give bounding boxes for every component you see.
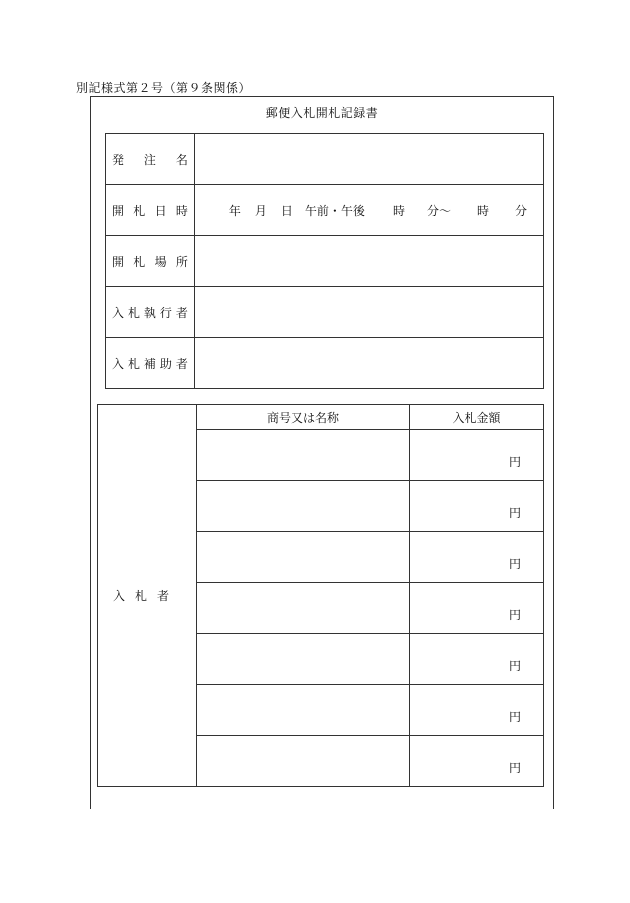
form-reference: 別記様式第２号（第９条関係） — [76, 81, 252, 95]
label-char: 名 — [175, 152, 188, 167]
yen-unit: 円 — [508, 761, 521, 775]
orderer-value[interactable] — [194, 134, 543, 185]
label-char: 開 — [112, 254, 125, 269]
label-char: 入 — [112, 356, 125, 371]
orderer-row — [106, 134, 544, 185]
label-char: 札 — [133, 254, 146, 269]
company-name-cell[interactable] — [197, 532, 410, 583]
label-char: 者 — [175, 305, 188, 320]
label-char: 入 — [113, 589, 126, 603]
yen-unit: 円 — [508, 659, 521, 673]
company-name-cell[interactable] — [197, 634, 410, 685]
label-char: 補 — [143, 356, 156, 371]
bidders-header-row — [98, 405, 544, 430]
bid-amount-cell[interactable] — [410, 481, 544, 532]
yen-unit: 円 — [508, 557, 521, 571]
label-char: 札 — [127, 356, 140, 371]
yen-unit: 円 — [508, 710, 521, 724]
minute-unit-1: 分～ — [426, 203, 451, 218]
bid-amount-cell[interactable] — [410, 736, 544, 787]
label-char: 開 — [112, 203, 125, 218]
datetime-row — [106, 185, 544, 236]
opening-info-table — [105, 133, 544, 389]
label-char: 者 — [175, 356, 188, 371]
bidders-side-label — [98, 405, 197, 787]
company-name-cell[interactable] — [197, 583, 410, 634]
label-char: 執 — [143, 305, 156, 320]
year-unit: 年 — [228, 203, 241, 218]
assistant-label — [106, 338, 195, 389]
company-name-cell[interactable] — [197, 685, 410, 736]
company-name-cell[interactable] — [197, 430, 410, 481]
label-char: 場 — [154, 254, 167, 269]
company-name-header: 商号又は名称 — [197, 405, 410, 430]
place-value[interactable] — [194, 236, 543, 287]
label-char: 所 — [175, 254, 188, 269]
orderer-label — [106, 134, 195, 185]
place-row — [106, 236, 544, 287]
yen-unit: 円 — [508, 455, 521, 469]
label-char: 入 — [112, 305, 125, 320]
bid-amount-cell[interactable] — [410, 583, 544, 634]
executor-label — [106, 287, 195, 338]
bidders-table — [97, 404, 544, 787]
company-name-cell[interactable] — [197, 481, 410, 532]
month-unit: 月 — [254, 203, 267, 218]
bid-amount-cell[interactable] — [410, 685, 544, 736]
day-unit: 日 — [280, 203, 293, 218]
label-char: 札 — [127, 305, 140, 320]
executor-row — [106, 287, 544, 338]
assistant-value[interactable] — [194, 338, 543, 389]
label-char: 者 — [156, 589, 169, 603]
executor-value[interactable] — [194, 287, 543, 338]
label-char: 発 — [112, 152, 125, 167]
label-char: 札 — [134, 589, 147, 603]
ampm-text: 午前・午後 — [304, 203, 365, 218]
datetime-label — [106, 185, 195, 236]
bid-amount-cell[interactable] — [410, 532, 544, 583]
datetime-value[interactable] — [194, 185, 543, 236]
label-char: 時 — [175, 203, 188, 218]
bid-amount-cell[interactable] — [410, 634, 544, 685]
yen-unit: 円 — [508, 506, 521, 520]
label-char: 注 — [143, 152, 156, 167]
assistant-row — [106, 338, 544, 389]
hour-unit-1: 時 — [392, 203, 405, 218]
bid-amount-cell[interactable] — [410, 430, 544, 481]
document-title: 郵便入札開札記録書 — [265, 106, 379, 120]
bid-amount-header: 入札金額 — [410, 405, 544, 430]
hour-unit-2: 時 — [476, 203, 489, 218]
label-char: 行 — [159, 305, 172, 320]
minute-unit-2: 分 — [514, 203, 527, 218]
company-name-cell[interactable] — [197, 736, 410, 787]
yen-unit: 円 — [508, 608, 521, 622]
label-char: 日 — [154, 203, 167, 218]
place-label — [106, 236, 195, 287]
label-char: 助 — [159, 356, 172, 371]
label-char: 札 — [133, 203, 146, 218]
